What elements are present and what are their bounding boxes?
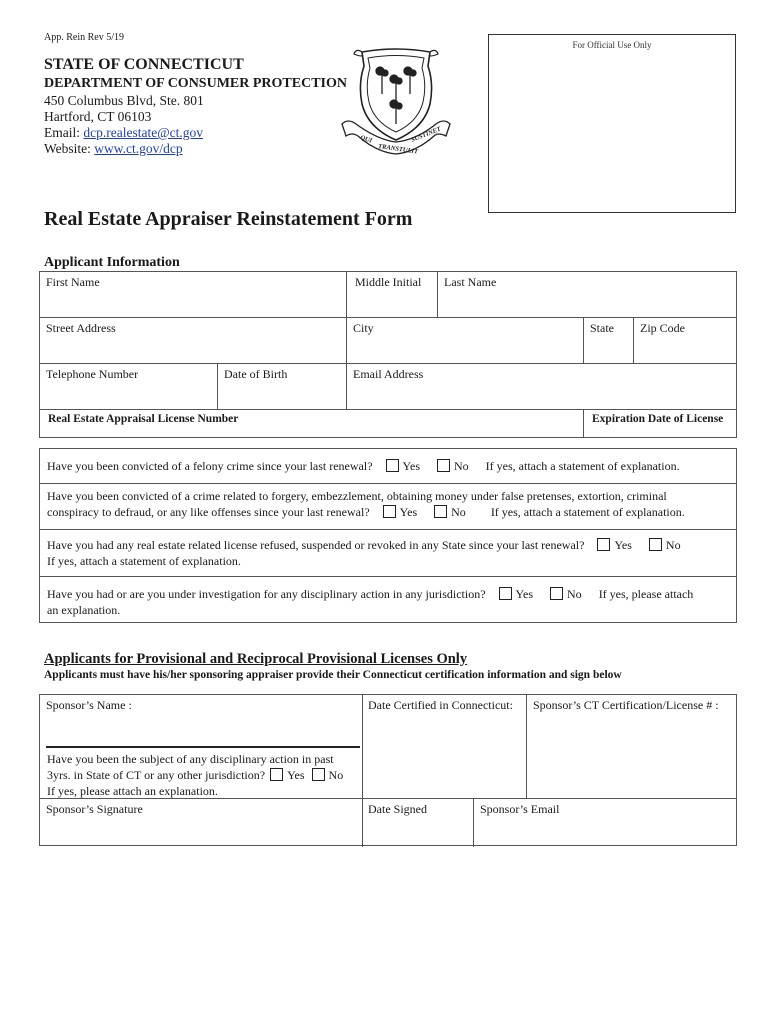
first-name-label: First Name bbox=[46, 275, 100, 289]
sponsor-disciplinary-line3: If yes, please attach an explanation. bbox=[47, 784, 218, 798]
email-address-field[interactable] bbox=[347, 364, 736, 409]
forgery-no-label: No bbox=[451, 505, 466, 519]
date-of-birth-label: Date of Birth bbox=[224, 367, 288, 381]
investigation-no-checkbox[interactable] bbox=[550, 587, 563, 600]
applicant-info-table bbox=[39, 271, 737, 438]
department-name: DEPARTMENT OF CONSUMER PROTECTION bbox=[44, 76, 347, 91]
question-felony-text: Have you been convicted of a felony crime since your last renewal? bbox=[47, 459, 373, 473]
investigation-note: If yes, please attach bbox=[598, 587, 694, 601]
sponsor-license-label: Sponsor’s CT Certification/License # : bbox=[533, 698, 719, 712]
provisional-heading: Applicants for Provisional and Reciprocal Provisional Licenses Only bbox=[44, 651, 468, 667]
date-certified-field[interactable] bbox=[363, 695, 526, 798]
question-investigation-text: Have you had or are you under investigation for any disciplinary action in any jurisdiction? bbox=[47, 587, 486, 601]
expiration-date-label: Expiration Date of License bbox=[592, 413, 724, 425]
felony-yes-checkbox[interactable] bbox=[386, 459, 399, 472]
last-name-label: Last Name bbox=[444, 275, 497, 289]
sponsor-disc-yes-label: Yes bbox=[287, 768, 305, 782]
sponsor-table bbox=[39, 694, 737, 846]
sponsor-name-field[interactable] bbox=[40, 695, 362, 745]
questions-table bbox=[39, 448, 737, 623]
sponsor-disc-yes-checkbox[interactable] bbox=[270, 768, 283, 781]
address-line-2: Hartford, CT 06103 bbox=[44, 109, 152, 124]
question-license-revoked bbox=[47, 537, 681, 569]
sponsor-license-field[interactable] bbox=[527, 695, 737, 798]
state-name: STATE OF CONNECTICUT bbox=[44, 56, 244, 73]
form-title: Real Estate Appraiser Reinstatement Form bbox=[44, 208, 413, 230]
date-certified-label: Date Certified in Connecticut: bbox=[368, 698, 513, 712]
investigation-yes-label: Yes bbox=[515, 587, 534, 601]
question-forgery-line1: Have you been convicted of a crime related to forgery, embezzlement, obtaining money under false pretenses, extortion, criminal bbox=[47, 489, 667, 503]
address-line-1: 450 Columbus Blvd, Ste. 801 bbox=[44, 93, 204, 108]
state-seal-icon bbox=[338, 44, 454, 160]
question-felony bbox=[47, 458, 680, 474]
sponsor-signature-label: Sponsor’s Signature bbox=[46, 802, 143, 816]
investigation-no-label: No bbox=[567, 587, 582, 601]
felony-no-checkbox[interactable] bbox=[437, 459, 450, 472]
forgery-note: If yes, attach a statement of explanation. bbox=[490, 505, 685, 519]
expiration-date-field[interactable] bbox=[586, 410, 736, 438]
contact-website bbox=[44, 141, 183, 157]
website-label: Website: bbox=[44, 141, 91, 156]
website-link[interactable]: www.ct.gov/dcp bbox=[94, 141, 183, 156]
question-investigation-note-line2: an explanation. bbox=[47, 603, 121, 617]
city-field[interactable] bbox=[347, 318, 583, 363]
investigation-yes-checkbox[interactable] bbox=[499, 587, 512, 600]
felony-note: If yes, attach a statement of explanation. bbox=[485, 459, 680, 473]
forgery-no-checkbox[interactable] bbox=[434, 505, 447, 518]
city-label: City bbox=[353, 321, 374, 335]
sponsor-signature-field[interactable] bbox=[40, 799, 362, 847]
revoked-yes-checkbox[interactable] bbox=[597, 538, 610, 551]
sponsor-email-label: Sponsor’s Email bbox=[480, 802, 560, 816]
first-name-field[interactable] bbox=[40, 272, 346, 317]
felony-no-label: No bbox=[454, 459, 469, 473]
sponsor-disciplinary-line2: 3yrs. in State of CT or any other jurisdiction? bbox=[47, 768, 266, 782]
email-link[interactable]: dcp.realestate@ct.gov bbox=[83, 125, 204, 140]
forgery-yes-label: Yes bbox=[399, 505, 418, 519]
official-use-box bbox=[488, 34, 736, 213]
contact-email bbox=[44, 125, 203, 141]
felony-yes-label: Yes bbox=[402, 459, 420, 473]
revision-label: App. Rein Rev 5/19 bbox=[44, 32, 124, 43]
telephone-label: Telephone Number bbox=[46, 367, 139, 381]
zip-code-field[interactable] bbox=[634, 318, 736, 363]
zip-code-label: Zip Code bbox=[640, 321, 685, 335]
street-address-label: Street Address bbox=[46, 321, 116, 335]
date-of-birth-field[interactable] bbox=[218, 364, 346, 409]
revoked-yes-label: Yes bbox=[614, 538, 632, 552]
official-use-label: For Official Use Only bbox=[572, 40, 652, 50]
state-label: State bbox=[590, 321, 614, 335]
telephone-field[interactable] bbox=[40, 364, 217, 409]
question-license-revoked-text: Have you had any real estate related license refused, suspended or revoked in any State since your last renewal? bbox=[47, 538, 585, 552]
email-label: Email: bbox=[44, 125, 80, 140]
revoked-no-label: No bbox=[665, 538, 681, 552]
sponsor-disciplinary-line1: Have you been the subject of any disciplinary action in past bbox=[47, 752, 334, 766]
revoked-no-checkbox[interactable] bbox=[649, 538, 662, 551]
sponsor-email-field[interactable] bbox=[474, 799, 737, 847]
last-name-field[interactable] bbox=[438, 272, 736, 317]
license-number-field[interactable] bbox=[42, 410, 582, 438]
street-address-field[interactable] bbox=[40, 318, 346, 363]
seal-motto-right: SUSTINET bbox=[410, 125, 442, 144]
license-number-label: Real Estate Appraisal License Number bbox=[48, 413, 239, 425]
date-signed-label: Date Signed bbox=[368, 802, 427, 816]
state-field[interactable] bbox=[584, 318, 633, 363]
applicant-section-heading: Applicant Information bbox=[44, 255, 180, 270]
sponsor-disc-no-checkbox[interactable] bbox=[312, 768, 325, 781]
seal-motto-left: QUI bbox=[359, 134, 373, 145]
sponsor-disc-no-label: No bbox=[328, 768, 344, 782]
middle-initial-label: Middle Initial bbox=[355, 275, 422, 289]
sponsor-disciplinary-question bbox=[47, 751, 343, 799]
seal-motto-mid: TRANSTULIT bbox=[377, 143, 419, 156]
sponsor-name-label: Sponsor’s Name : bbox=[46, 698, 132, 712]
question-investigation bbox=[47, 586, 693, 618]
question-forgery bbox=[47, 488, 685, 520]
question-license-revoked-note: If yes, attach a statement of explanation. bbox=[47, 554, 241, 568]
email-address-label: Email Address bbox=[353, 367, 424, 381]
middle-initial-field[interactable] bbox=[349, 272, 437, 317]
forgery-yes-checkbox[interactable] bbox=[383, 505, 396, 518]
provisional-subheading: Applicants must have his/her sponsoring appraiser provide their Connecticut certification information and sign below bbox=[44, 669, 622, 681]
question-forgery-line2: conspiracy to defraud, or any like offenses since your last renewal? bbox=[47, 505, 370, 519]
date-signed-field[interactable] bbox=[363, 799, 473, 847]
